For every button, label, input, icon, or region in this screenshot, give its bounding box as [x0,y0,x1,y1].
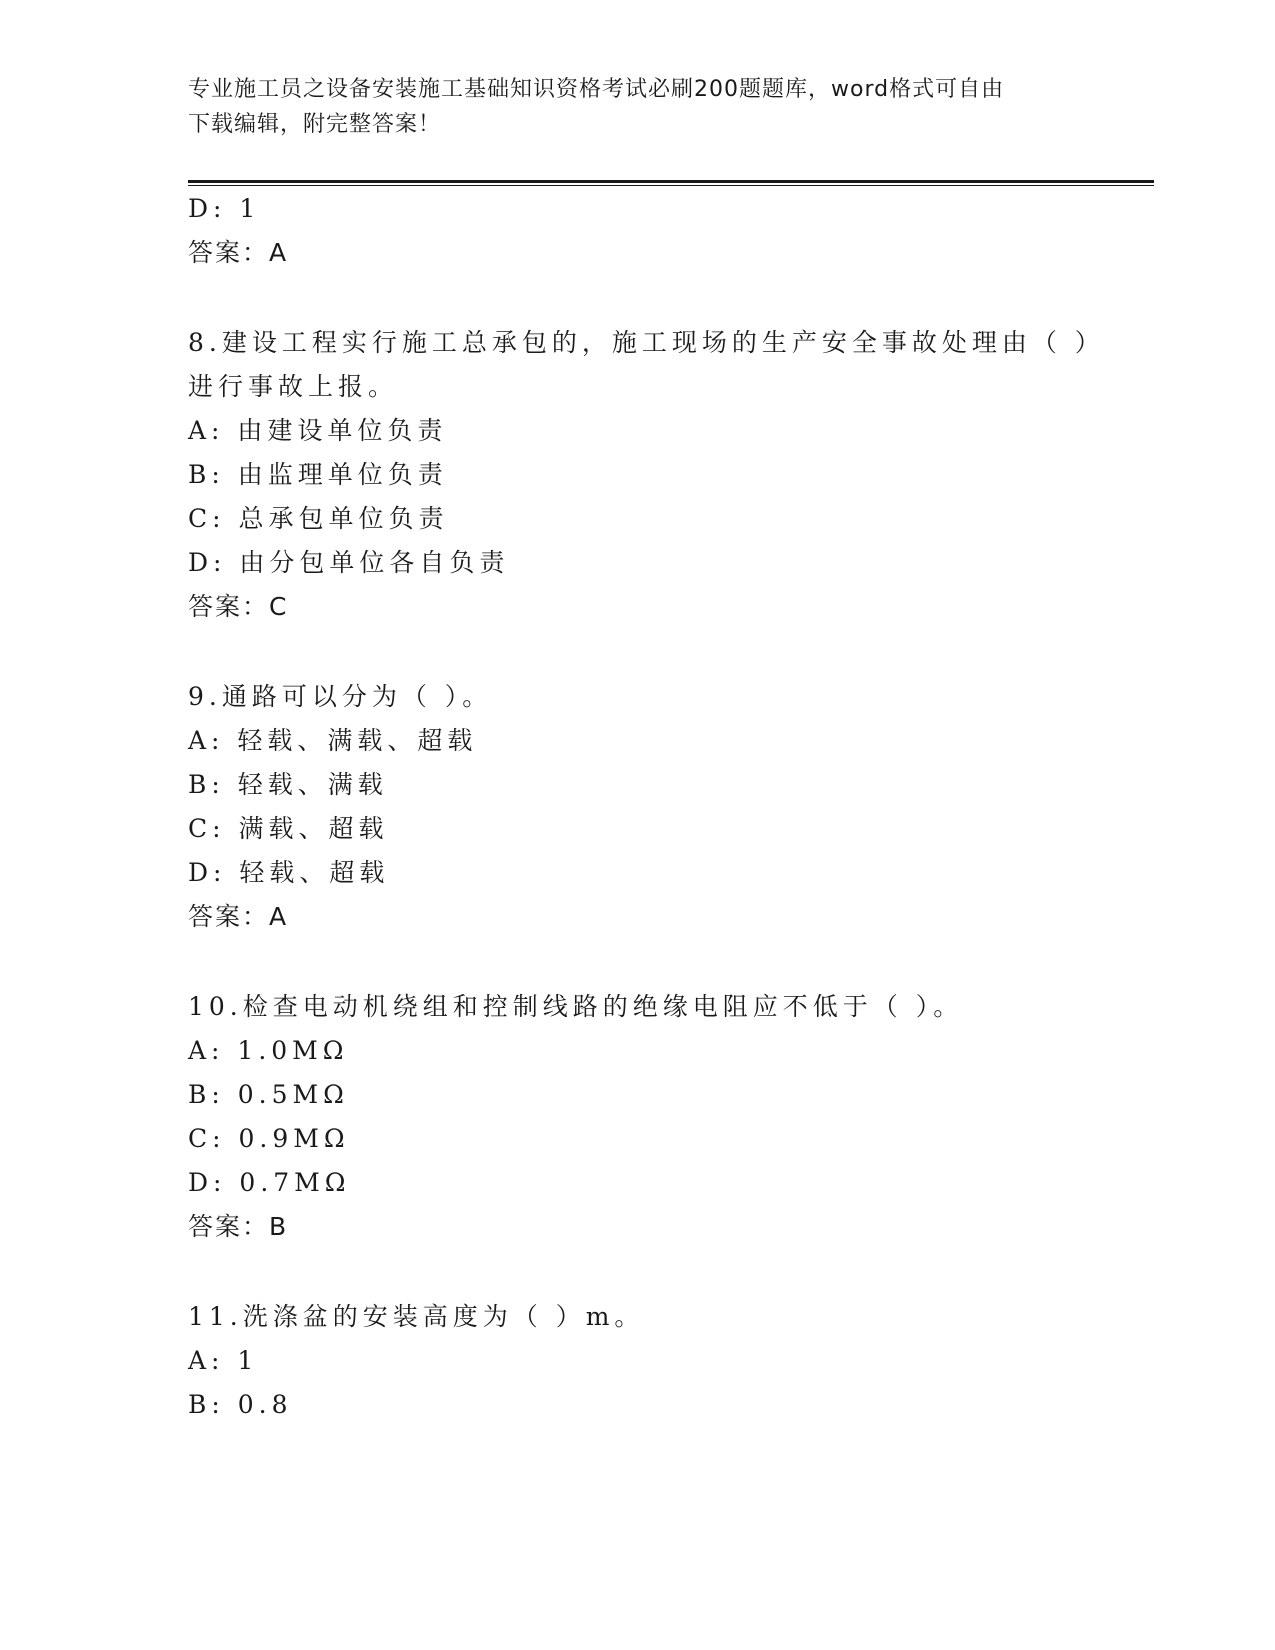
question-9-answer: 答案：A [188,902,289,931]
question-7-answer: 答案：A [188,238,289,267]
question-11-option-b: B: 0.8 [188,1390,293,1419]
question-8-option-d: D: 由分包单位各自负责 [188,548,510,577]
header-line-2: 下载编辑，附完整答案！ [188,112,442,137]
header-line-1: 专业施工员之设备安装施工基础知识资格考试必刷200题题库，word格式可自由 [188,77,1005,102]
question-9-option-d: D: 轻载、超载 [188,858,390,887]
header-divider-thick [188,180,1154,183]
question-8-stem-line-2: 进行事故上报。 [188,372,399,401]
question-9-option-c: C: 满载、超载 [188,814,389,843]
question-10-stem: 10.检查电动机绕组和控制线路的绝缘电阻应不低于（ ）。 [188,992,964,1021]
question-10-option-b: B: 0.5MΩ [188,1080,349,1109]
question-8-option-c: C: 总承包单位负责 [188,504,449,533]
question-9-option-a: A: 轻载、满载、超载 [188,726,478,755]
question-8-stem-line-1: 8.建设工程实行施工总承包的，施工现场的生产安全事故处理由（ ） [188,328,1105,357]
question-9-option-b: B: 轻载、满载 [188,770,388,799]
question-8-answer: 答案：C [188,592,289,621]
question-10-answer: 答案：B [188,1212,289,1241]
question-10-option-d: D: 0.7MΩ [188,1168,351,1197]
question-9-stem: 9.通路可以分为（ ）。 [188,682,493,711]
question-11-option-a: A: 1 [188,1346,259,1375]
question-8-option-a: A: 由建设单位负责 [188,416,448,445]
document-header [188,72,1068,142]
question-11-stem: 11.洗涤盆的安装高度为（ ）m。 [188,1302,645,1331]
question-10-option-a: A: 1.0MΩ [188,1036,349,1065]
question-8-option-b: B: 由监理单位负责 [188,460,448,489]
header-divider-thin [188,185,1154,186]
question-7-option-d: D: 1 [188,194,261,223]
question-10-option-c: C: 0.9MΩ [188,1124,350,1153]
